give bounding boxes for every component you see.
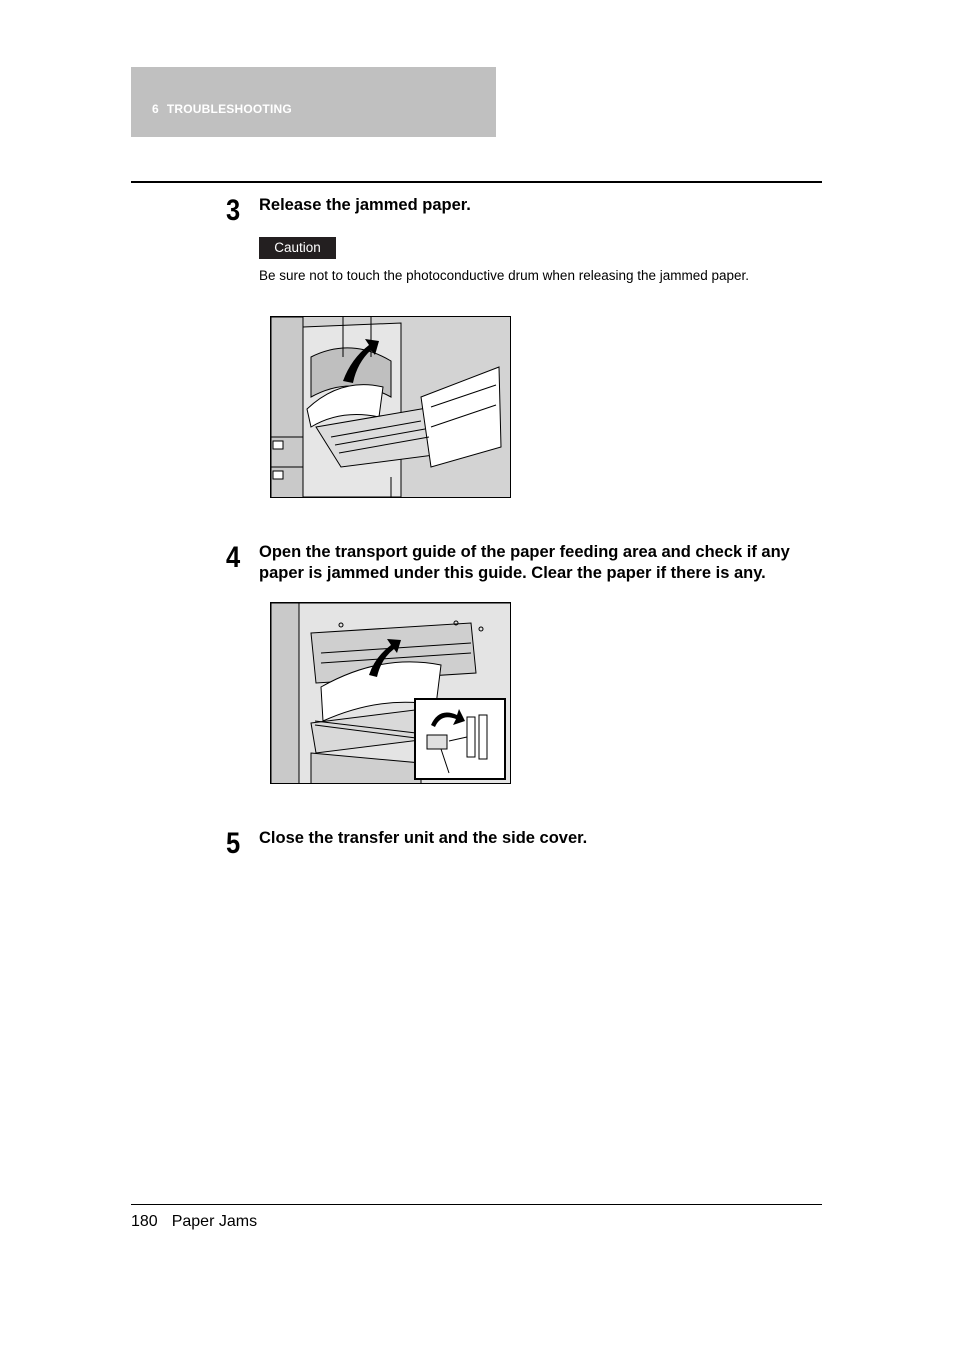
figure-transport-guide <box>270 602 511 784</box>
chapter-heading <box>152 102 292 116</box>
caution-text: Be sure not to touch the photoconductive drum when releasing the jammed paper. <box>259 268 750 283</box>
step-number: 4 <box>226 541 241 574</box>
chapter-title: TROUBLESHOOTING <box>166 102 292 116</box>
figure-release-jammed-paper <box>270 316 511 498</box>
step-number: 3 <box>226 194 241 227</box>
chapter-number: 6 <box>152 102 159 116</box>
caution-badge: Caution <box>259 237 336 259</box>
step-instruction: Open the transport guide of the paper feeding area and check if any paper is jammed under this guide. Clear the paper if there is any. <box>259 543 790 582</box>
page-footer <box>131 1213 257 1231</box>
step-instruction: Release the jammed paper. <box>259 196 471 214</box>
top-divider <box>131 181 822 183</box>
page-number: 180 <box>131 1213 158 1230</box>
footer-section-title: Paper Jams <box>171 1213 258 1230</box>
step-number: 5 <box>226 827 241 860</box>
step-instruction: Close the transfer unit and the side cover. <box>259 829 588 847</box>
chapter-header-tab <box>131 67 496 137</box>
bottom-divider <box>131 1204 822 1205</box>
